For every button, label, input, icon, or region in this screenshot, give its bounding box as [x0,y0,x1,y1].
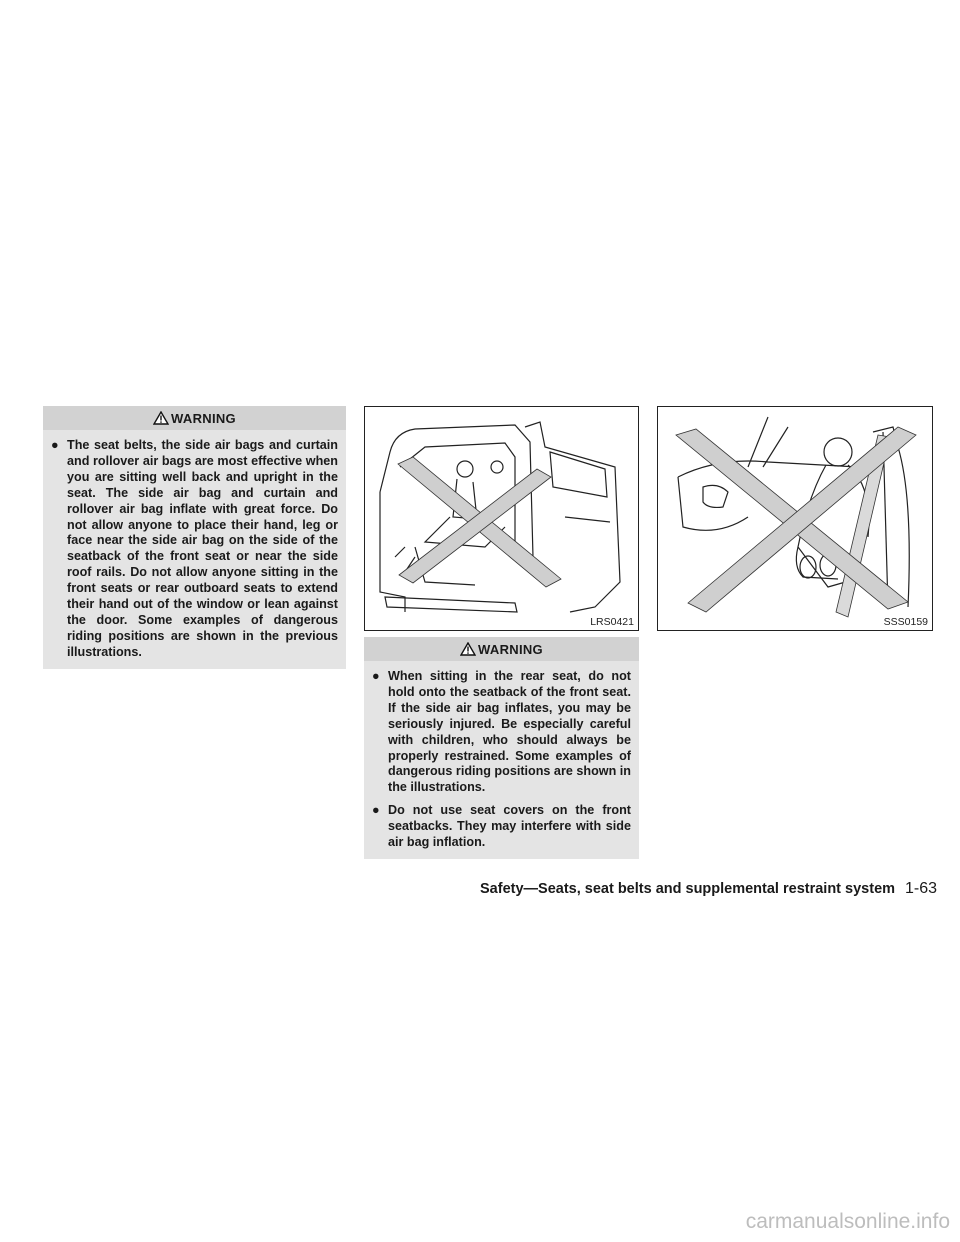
warning-item: ● When sitting in the rear seat, do not hold onto the seatback of the front seat. If the side air bag inflates, you may be seriously injured. Be especially careful with children, who should always be properly restrained. Some examples of dangerous riding positions are shown in the illustrations. [372,669,631,795]
warning-heading: WARNING [478,641,543,657]
warning-header [43,406,346,430]
car-door-illustration [365,407,638,630]
warning-heading: WARNING [171,410,236,426]
warning-triangle-icon [460,642,476,656]
warning-item: ● Do not use seat covers on the front seatbacks. They may interfere with side air bag inflation. [372,803,631,850]
figure-sss0159 [657,406,933,631]
section-title: Safety—Seats, seat belts and supplemental restraint system [480,881,896,897]
figure-code: LRS0421 [590,616,634,628]
page-number: 1-63 [905,880,938,897]
occupant-illustration [658,407,932,630]
warning-item: ● The seat belts, the side air bags and curtain and rollover air bags are most effective when you are sitting well back and upright in the seat. The side air bag and curtain and rollover air bag inflate with great force. Do not allow anyone to place their hand, leg or face near the side air bag on the side of the seatback of the front seat or near the side roof rails. Do not allow anyone sitting in the front seats or rear outboard seats to extend their hand out of the window or lean against the door. Some examples of dangerous riding positions are shown in the previous illustrations. [51,438,338,659]
warning-box-1 [43,406,346,669]
page-footer [480,880,938,898]
figure-code: SSS0159 [883,616,928,628]
warning-box-2 [364,637,639,859]
bullet-icon: ● [372,803,380,818]
bullet-icon: ● [372,669,380,683]
figure-lrs0421 [364,406,639,631]
warning-triangle-icon [153,411,169,425]
watermark: carmanualsonline.info [745,1210,950,1233]
bullet-icon: ● [51,438,59,452]
warning-header [364,637,639,661]
